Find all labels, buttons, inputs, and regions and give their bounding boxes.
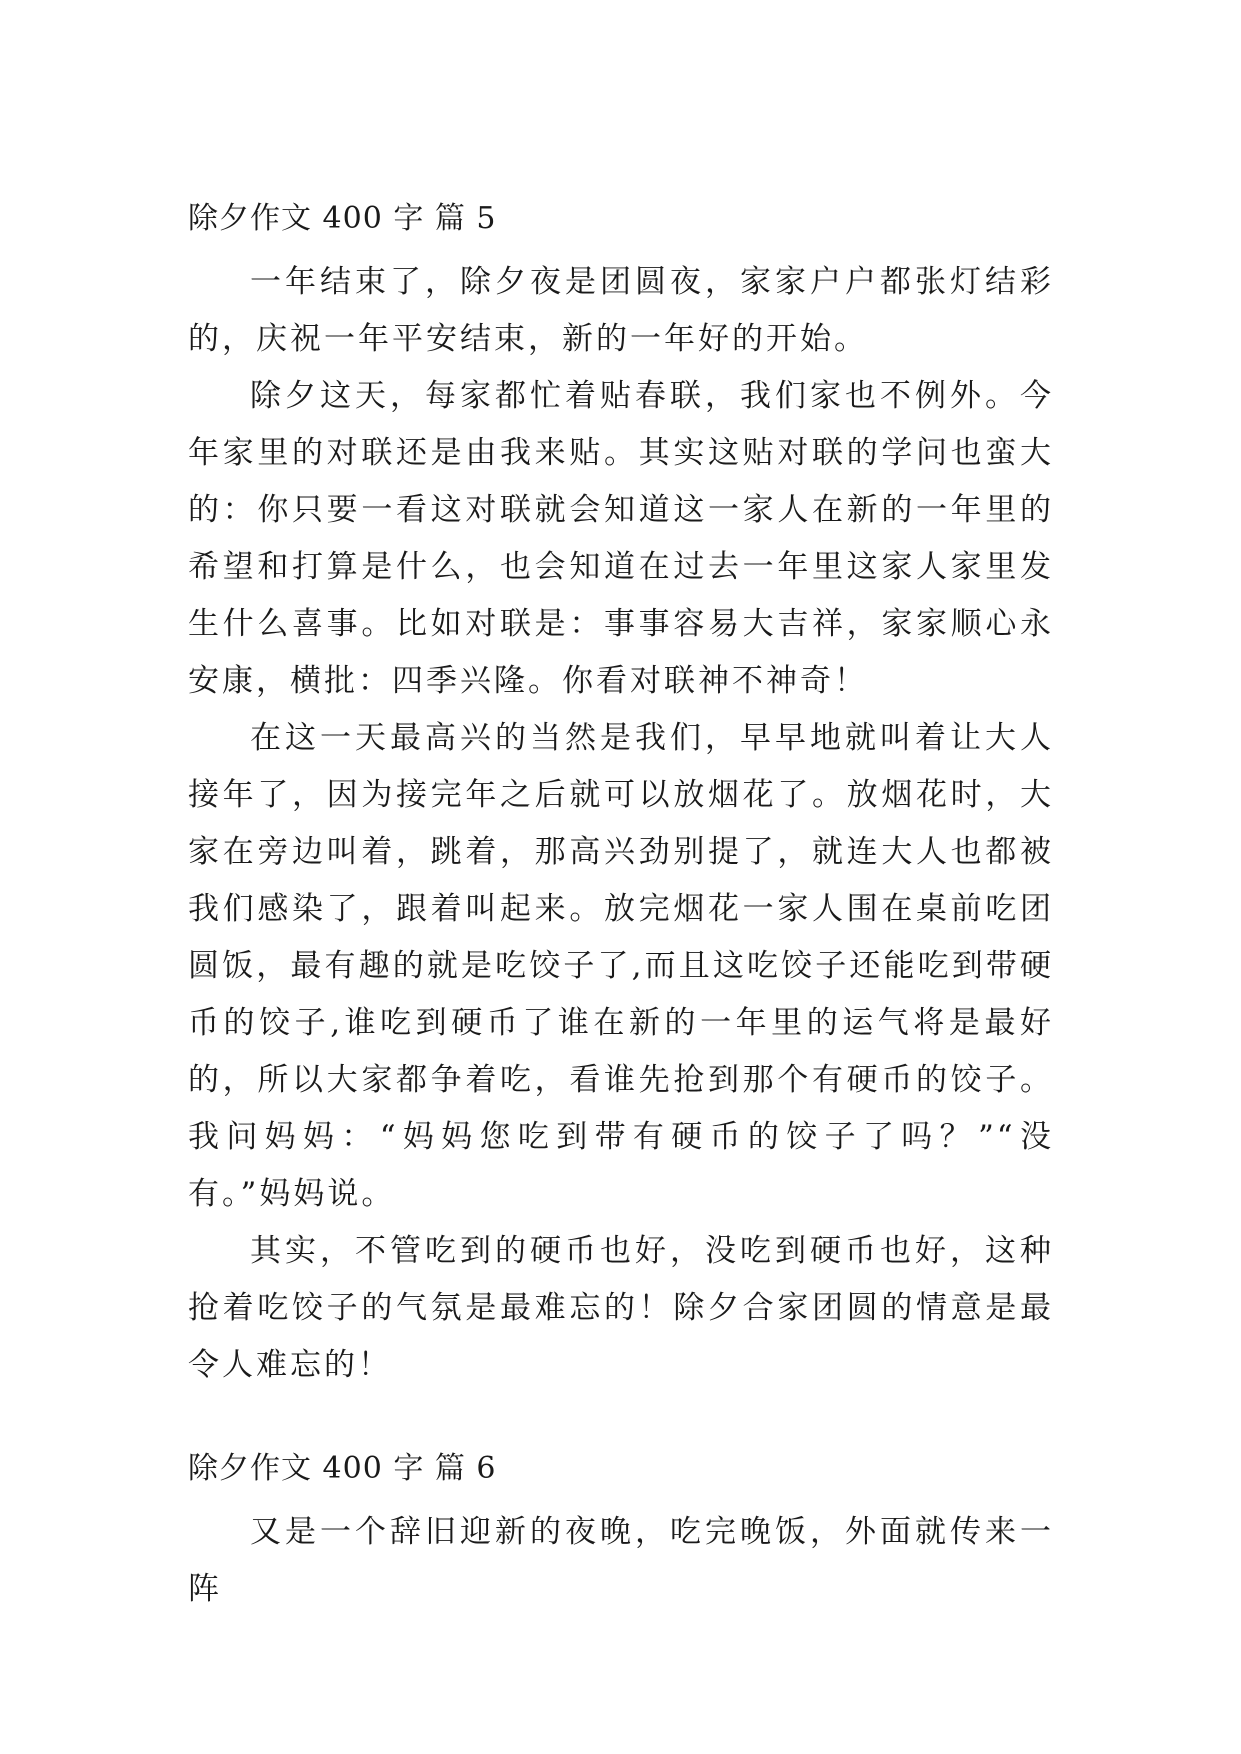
essay-section-6 — [188, 1440, 1054, 1618]
paragraph: 在这一天最高兴的当然是我们，早早地就叫着让大人接年了，因为接完年之后就可以放烟花了。放烟花时，大家在旁边叫着，跳着，那高兴劲别提了，就连大人也都被我们感染了，跟着叫起来。放完烟花一家人围在桌前吃团圆饭，最有趣的就是吃饺子了,而且这吃饺子还能吃到带硬币的饺子,谁吃到硬币了谁在新的一年里的运气将是最好的，所以大家都争着吃，看谁先抢到那个有硬币的饺子。我问妈妈：“妈妈您吃到带有硬币的饺子了吗？”“没有。”妈妈说。 — [188, 720, 1054, 1212]
paragraph: 又是一个辞旧迎新的夜晚，吃完晚饭，外面就传来一阵 — [188, 1514, 1054, 1607]
paragraph: 一年结束了，除夕夜是团圆夜，家家户户都张灯结彩的，庆祝一年平安结束，新的一年好的开始。 — [188, 264, 1054, 357]
section-heading: 除夕作文 400 字 篇 6 — [188, 1451, 497, 1486]
section-heading: 除夕作文 400 字 篇 5 — [188, 201, 497, 236]
paragraph: 其实，不管吃到的硬币也好，没吃到硬币也好，这种抢着吃饺子的气氛是最难忘的！除夕合家团圆的情意是最令人难忘的！ — [188, 1233, 1054, 1383]
paragraph: 除夕这天，每家都忙着贴春联，我们家也不例外。今年家里的对联还是由我来贴。其实这贴对联的学问也蛮大的：你只要一看这对联就会知道这一家人在新的一年里的希望和打算是什么，也会知道在过去一年里这家人家里发生什么喜事。比如对联是：事事容易大吉祥，家家顺心永安康，横批：四季兴隆。你看对联神不神奇！ — [188, 378, 1054, 699]
essay-section-5 — [188, 190, 1054, 1394]
